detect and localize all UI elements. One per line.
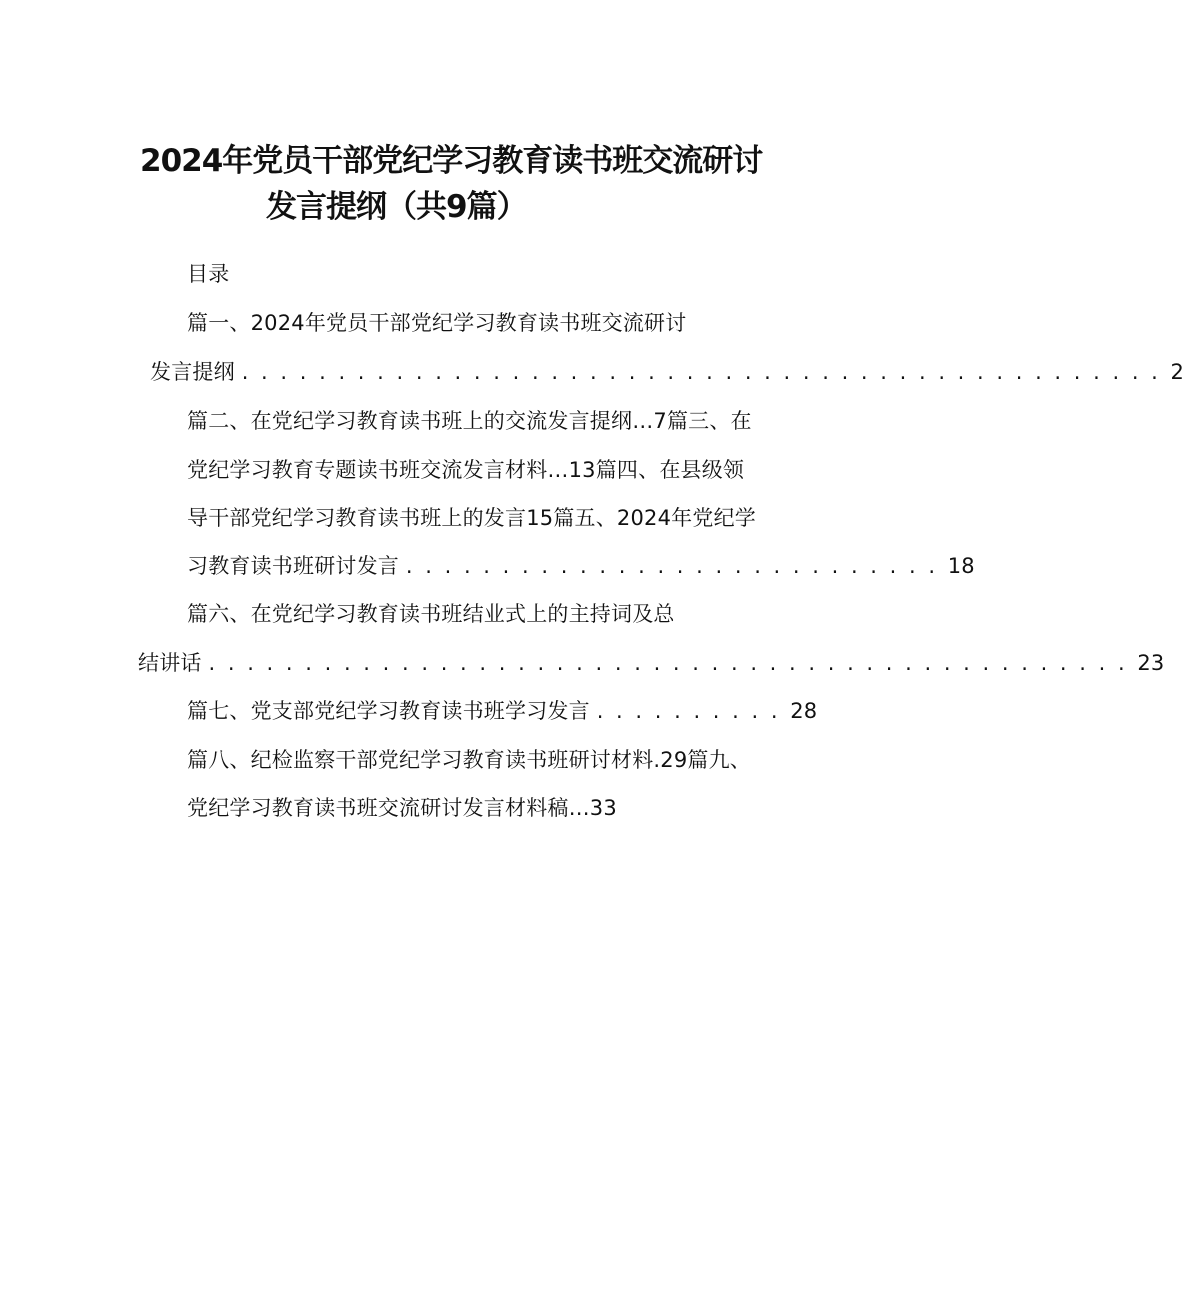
toc-entry-6-page: 23 [1137,651,1165,675]
toc-entry-7-title: 篇七、党支部党纪学习教育读书班学习发言 [187,699,590,723]
toc-run-line-2: 党纪学习教育专题读书班交流发言材料…13篇四、在县级领 [187,458,745,482]
toc-run-line-1: 篇二、在党纪学习教育读书班上的交流发言提纲…7篇三、在 [187,409,752,433]
toc-entry-1-line-1: 篇一、2024年党员干部党纪学习教育读书班交流研讨 [187,311,687,335]
toc-leader-dots: . . . . . . . . . . . . . . . . . . . . . . . . . . . . . . . . . . . . . . . . . . . . . . . . [208,651,1138,675]
toc-run-line-6: 党纪学习教育读书班交流研讨发言材料稿…33 [187,796,617,820]
toc-leader-dots: . . . . . . . . . . [596,699,791,723]
toc-entry-6-line-2 [138,653,1164,674]
toc-heading: 目录 [187,262,230,286]
toc-entry-1-title-end: 发言提纲 [150,360,235,384]
document-title-line-1: 2024年党员干部党纪学习教育读书班交流研讨 [140,143,763,179]
toc-entry-5-title-end: 习教育读书班研讨发言 [187,554,399,578]
toc-entry-7 [187,701,817,722]
toc-leader-dots: . . . . . . . . . . . . . . . . . . . . . . . . . . . . [405,554,948,578]
document-title-line-2: 发言提纲（共9篇） [266,189,527,225]
toc-entry-6-title-end: 结讲话 [138,651,202,675]
toc-entry-6-line-1: 篇六、在党纪学习教育读书班结业式上的主持词及总 [187,602,675,626]
toc-entry-1-line-2 [150,362,1184,383]
toc-entry-5-page: 18 [947,554,975,578]
toc-entry-7-page: 28 [790,699,818,723]
toc-entry-1-page: 2 [1170,360,1184,384]
toc-run-line-5: 篇八、纪检监察干部党纪学习教育读书班研讨材料.29篇九、 [187,748,751,772]
toc-leader-dots: . . . . . . . . . . . . . . . . . . . . . . . . . . . . . . . . . . . . . . . . . . . . . . . . [241,360,1171,384]
toc-run-line-3: 导干部党纪学习教育读书班上的发言15篇五、2024年党纪学 [187,506,756,530]
toc-run-line-4 [187,556,975,577]
